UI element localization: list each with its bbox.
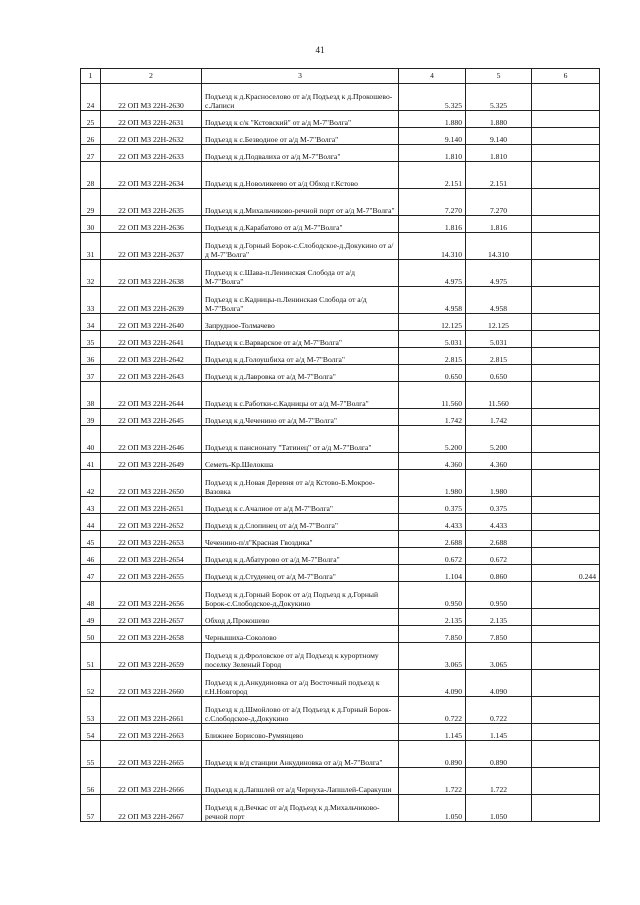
length-total: 0.722 xyxy=(399,697,466,724)
row-number: 49 xyxy=(81,609,101,626)
length-col5: 12.125 xyxy=(466,314,532,331)
road-code: 22 ОП МЗ 22Н-2640 xyxy=(101,314,202,331)
length-col5: 7.270 xyxy=(466,189,532,216)
length-col6 xyxy=(532,795,600,822)
length-col5: 4.975 xyxy=(466,260,532,287)
row-number: 48 xyxy=(81,582,101,609)
length-col5: 2.688 xyxy=(466,531,532,548)
length-col5: 5.031 xyxy=(466,331,532,348)
road-name: Подъезд к с.Кадницы-п.Ленинская Слобода от а/д М-7"Волга" xyxy=(202,287,399,314)
table-row xyxy=(81,795,600,822)
table-row xyxy=(81,382,600,409)
length-col6 xyxy=(532,216,600,233)
road-name: Запрудное-Толмачево xyxy=(202,314,399,331)
length-col5: 5.200 xyxy=(466,426,532,453)
road-code: 22 ОП МЗ 22Н-2649 xyxy=(101,453,202,470)
road-code: 22 ОП МЗ 22Н-2634 xyxy=(101,162,202,189)
table-row xyxy=(81,128,600,145)
length-total: 4.360 xyxy=(399,453,466,470)
row-number: 25 xyxy=(81,111,101,128)
length-col5: 9.140 xyxy=(466,128,532,145)
length-col6 xyxy=(532,314,600,331)
table-row xyxy=(81,409,600,426)
road-name: Подъезд к в/д станции Анкудиновка от а/д М-7"Волга" xyxy=(202,741,399,768)
length-total: 2.688 xyxy=(399,531,466,548)
length-col6 xyxy=(532,189,600,216)
length-total: 12.125 xyxy=(399,314,466,331)
road-name: Подъезд к д.Новая Деревня от а/д Кстово-Б.Мокрое-Вазовка xyxy=(202,470,399,497)
road-code: 22 ОП МЗ 22Н-2643 xyxy=(101,365,202,382)
row-number: 24 xyxy=(81,84,101,111)
length-total: 14.310 xyxy=(399,233,466,260)
length-col6 xyxy=(532,626,600,643)
length-col5: 0.890 xyxy=(466,741,532,768)
table-row xyxy=(81,111,600,128)
length-total: 2.151 xyxy=(399,162,466,189)
road-name: Подъезд к д.Слопинец от а/д М-7"Волга" xyxy=(202,514,399,531)
road-name: Подъезд к д.Чеченино от а/д М-7"Волга" xyxy=(202,409,399,426)
table-row xyxy=(81,548,600,565)
roads-table xyxy=(80,68,600,822)
road-code: 22 ОП МЗ 22Н-2637 xyxy=(101,233,202,260)
road-code: 22 ОП МЗ 22Н-2641 xyxy=(101,331,202,348)
table-row xyxy=(81,426,600,453)
length-col5: 4.433 xyxy=(466,514,532,531)
length-col6 xyxy=(532,609,600,626)
road-code: 22 ОП МЗ 22Н-2653 xyxy=(101,531,202,548)
length-total: 1.980 xyxy=(399,470,466,497)
length-col6 xyxy=(532,128,600,145)
column-header: 3 xyxy=(202,69,399,84)
length-col6 xyxy=(532,741,600,768)
length-col5: 7.850 xyxy=(466,626,532,643)
road-name: Семеть-Кр.Шелокша xyxy=(202,453,399,470)
length-col5: 1.816 xyxy=(466,216,532,233)
table-row xyxy=(81,470,600,497)
row-number: 55 xyxy=(81,741,101,768)
table-row xyxy=(81,287,600,314)
length-col5: 1.742 xyxy=(466,409,532,426)
length-total: 9.140 xyxy=(399,128,466,145)
length-total: 2.135 xyxy=(399,609,466,626)
road-code: 22 ОП МЗ 22Н-2656 xyxy=(101,582,202,609)
row-number: 30 xyxy=(81,216,101,233)
page-number: 41 xyxy=(315,45,325,55)
road-name: Обход д.Прокошево xyxy=(202,609,399,626)
length-col6 xyxy=(532,670,600,697)
length-total: 0.650 xyxy=(399,365,466,382)
length-col6 xyxy=(532,643,600,670)
length-total: 4.958 xyxy=(399,287,466,314)
table-row xyxy=(81,331,600,348)
length-total: 1.880 xyxy=(399,111,466,128)
road-name: Подъезд к с.Ачалиое от а/д М-7"Волга" xyxy=(202,497,399,514)
road-code: 22 ОП МЗ 22Н-2630 xyxy=(101,84,202,111)
road-name: Подъезд к д.Горный Борок от а/д Подъезд к д.Горный Борок-с.Слободское-д.Докукино xyxy=(202,582,399,609)
road-name: Подъезд к д.Новоликеево от а/д Обход г.Кстово xyxy=(202,162,399,189)
row-number: 32 xyxy=(81,260,101,287)
table-row xyxy=(81,741,600,768)
length-total: 1.722 xyxy=(399,768,466,795)
length-col5: 1.145 xyxy=(466,724,532,741)
length-total: 4.433 xyxy=(399,514,466,531)
length-col5: 0.375 xyxy=(466,497,532,514)
road-name: Подъезд к с.Работки-с.Кадницы от а/д М-7"Волга" xyxy=(202,382,399,409)
table-row xyxy=(81,643,600,670)
table-row xyxy=(81,531,600,548)
length-col6 xyxy=(532,162,600,189)
road-code: 22 ОП МЗ 22Н-2650 xyxy=(101,470,202,497)
length-col6 xyxy=(532,145,600,162)
road-code: 22 ОП МЗ 22Н-2632 xyxy=(101,128,202,145)
road-code: 22 ОП МЗ 22Н-2633 xyxy=(101,145,202,162)
table-header-row xyxy=(81,69,600,84)
table-row xyxy=(81,609,600,626)
road-name: Подъезд к с.Варварское от а/д М-7"Волга" xyxy=(202,331,399,348)
road-name: Подъезд к д.Шмойлово от а/д Подъезд к д.Горный Борок-с.Слободское-д.Докукино xyxy=(202,697,399,724)
table-row xyxy=(81,768,600,795)
row-number: 29 xyxy=(81,189,101,216)
road-code: 22 ОП МЗ 22Н-2636 xyxy=(101,216,202,233)
road-code: 22 ОП МЗ 22Н-2652 xyxy=(101,514,202,531)
row-number: 46 xyxy=(81,548,101,565)
table-row xyxy=(81,216,600,233)
row-number: 28 xyxy=(81,162,101,189)
table-row xyxy=(81,260,600,287)
length-col6 xyxy=(532,348,600,365)
road-code: 22 ОП МЗ 22Н-2658 xyxy=(101,626,202,643)
length-col5: 1.980 xyxy=(466,470,532,497)
table-row xyxy=(81,365,600,382)
length-col6 xyxy=(532,426,600,453)
road-code: 22 ОП МЗ 22Н-2635 xyxy=(101,189,202,216)
length-col5: 0.722 xyxy=(466,697,532,724)
row-number: 42 xyxy=(81,470,101,497)
row-number: 41 xyxy=(81,453,101,470)
length-col5: 11.560 xyxy=(466,382,532,409)
row-number: 47 xyxy=(81,565,101,582)
row-number: 44 xyxy=(81,514,101,531)
length-total: 5.200 xyxy=(399,426,466,453)
length-total: 1.050 xyxy=(399,795,466,822)
table-row xyxy=(81,162,600,189)
length-col6 xyxy=(532,331,600,348)
length-total: 1.816 xyxy=(399,216,466,233)
length-col6 xyxy=(532,233,600,260)
table-row xyxy=(81,565,600,582)
road-code: 22 ОП МЗ 22Н-2642 xyxy=(101,348,202,365)
row-number: 38 xyxy=(81,382,101,409)
road-code: 22 ОП МЗ 22Н-2639 xyxy=(101,287,202,314)
road-code: 22 ОП МЗ 22Н-2659 xyxy=(101,643,202,670)
road-code: 22 ОП МЗ 22Н-2645 xyxy=(101,409,202,426)
table-row xyxy=(81,497,600,514)
road-code: 22 ОП МЗ 22Н-2651 xyxy=(101,497,202,514)
table-row xyxy=(81,670,600,697)
row-number: 27 xyxy=(81,145,101,162)
road-name: Подъезд к д.Горный Борок-с.Слободское-д.Докукино от а/д М-7"Волга" xyxy=(202,233,399,260)
length-total: 2.815 xyxy=(399,348,466,365)
length-col5: 1.722 xyxy=(466,768,532,795)
table-row xyxy=(81,84,600,111)
road-name: Подъезд к д.Подвалиха от а/д М-7"Волга" xyxy=(202,145,399,162)
table-row xyxy=(81,697,600,724)
road-name: Подъезд к д.Студенец от а/д М-7"Волга" xyxy=(202,565,399,582)
length-col5: 3.065 xyxy=(466,643,532,670)
road-code: 22 ОП МЗ 22Н-2666 xyxy=(101,768,202,795)
column-header: 2 xyxy=(101,69,202,84)
length-total: 1.742 xyxy=(399,409,466,426)
road-code: 22 ОП МЗ 22Н-2654 xyxy=(101,548,202,565)
length-col5: 0.650 xyxy=(466,365,532,382)
length-total: 5.031 xyxy=(399,331,466,348)
road-code: 22 ОП МЗ 22Н-2657 xyxy=(101,609,202,626)
length-col6 xyxy=(532,768,600,795)
length-col5: 1.810 xyxy=(466,145,532,162)
length-total: 4.975 xyxy=(399,260,466,287)
row-number: 57 xyxy=(81,795,101,822)
length-col6 xyxy=(532,382,600,409)
road-name: Подъезд к пансионату "Татинец" от а/д М-7"Волга" xyxy=(202,426,399,453)
road-name: Подъезд к д.Анкудиновка от а/д Восточный подъезд к г.Н.Новгород xyxy=(202,670,399,697)
length-col5: 2.151 xyxy=(466,162,532,189)
road-name: Подъезд к д.Красноселово от а/д Подъезд к д.Прокошево-с.Лаписи xyxy=(202,84,399,111)
length-col6 xyxy=(532,497,600,514)
road-code: 22 ОП МЗ 22Н-2665 xyxy=(101,741,202,768)
table-row xyxy=(81,582,600,609)
length-col5: 2.135 xyxy=(466,609,532,626)
length-col6 xyxy=(532,470,600,497)
length-col6 xyxy=(532,453,600,470)
row-number: 56 xyxy=(81,768,101,795)
row-number: 36 xyxy=(81,348,101,365)
row-number: 43 xyxy=(81,497,101,514)
length-col5: 4.958 xyxy=(466,287,532,314)
road-code: 22 ОП МЗ 22Н-2660 xyxy=(101,670,202,697)
length-col5: 0.860 xyxy=(466,565,532,582)
road-code: 22 ОП МЗ 22Н-2655 xyxy=(101,565,202,582)
row-number: 50 xyxy=(81,626,101,643)
length-col6 xyxy=(532,514,600,531)
road-name: Подъезд к д.Абатурово от а/д М-7"Волга" xyxy=(202,548,399,565)
road-name: Подъезд к д.Фроловское от а/д Подъезд к курортному поселку Зеленый Город xyxy=(202,643,399,670)
row-number: 31 xyxy=(81,233,101,260)
length-total: 0.672 xyxy=(399,548,466,565)
road-name: Подъезд к с.Безводное от а/д М-7"Волга" xyxy=(202,128,399,145)
length-col6 xyxy=(532,84,600,111)
table-row xyxy=(81,189,600,216)
length-col5: 2.815 xyxy=(466,348,532,365)
length-col5: 1.050 xyxy=(466,795,532,822)
length-col6 xyxy=(532,409,600,426)
length-total: 5.325 xyxy=(399,84,466,111)
length-total: 7.850 xyxy=(399,626,466,643)
length-col6 xyxy=(532,697,600,724)
table-row xyxy=(81,453,600,470)
row-number: 53 xyxy=(81,697,101,724)
length-total: 3.065 xyxy=(399,643,466,670)
row-number: 37 xyxy=(81,365,101,382)
road-name: Подъезд к д.Михальчиково-речной порт от а/д М-7"Волга" xyxy=(202,189,399,216)
table-row xyxy=(81,314,600,331)
column-header: 1 xyxy=(81,69,101,84)
column-header: 6 xyxy=(532,69,600,84)
column-header: 5 xyxy=(466,69,532,84)
length-col6 xyxy=(532,111,600,128)
row-number: 35 xyxy=(81,331,101,348)
length-col6 xyxy=(532,531,600,548)
length-total: 1.104 xyxy=(399,565,466,582)
road-code: 22 ОП МЗ 22Н-2667 xyxy=(101,795,202,822)
row-number: 40 xyxy=(81,426,101,453)
row-number: 39 xyxy=(81,409,101,426)
table-row xyxy=(81,348,600,365)
row-number: 54 xyxy=(81,724,101,741)
table-row xyxy=(81,626,600,643)
table-row xyxy=(81,233,600,260)
road-name: Чернышиха-Соколово xyxy=(202,626,399,643)
road-name: Подъезд к д.Лавровка от а/д М-7"Волга" xyxy=(202,365,399,382)
length-total: 11.560 xyxy=(399,382,466,409)
row-number: 45 xyxy=(81,531,101,548)
road-code: 22 ОП МЗ 22Н-2663 xyxy=(101,724,202,741)
length-col5: 0.950 xyxy=(466,582,532,609)
length-col6 xyxy=(532,287,600,314)
road-code: 22 ОП МЗ 22Н-2631 xyxy=(101,111,202,128)
length-col5: 1.880 xyxy=(466,111,532,128)
length-total: 0.950 xyxy=(399,582,466,609)
length-total: 7.270 xyxy=(399,189,466,216)
row-number: 34 xyxy=(81,314,101,331)
length-col5: 5.325 xyxy=(466,84,532,111)
row-number: 52 xyxy=(81,670,101,697)
table-row xyxy=(81,145,600,162)
road-code: 22 ОП МЗ 22Н-2644 xyxy=(101,382,202,409)
road-code: 22 ОП МЗ 22Н-2646 xyxy=(101,426,202,453)
table-body xyxy=(81,84,600,822)
road-code: 22 ОП МЗ 22Н-2661 xyxy=(101,697,202,724)
length-total: 0.375 xyxy=(399,497,466,514)
column-header: 4 xyxy=(399,69,466,84)
length-total: 4.090 xyxy=(399,670,466,697)
road-name: Подъезд к с/к "Кстовский" от а/д М-7"Волга" xyxy=(202,111,399,128)
row-number: 33 xyxy=(81,287,101,314)
length-col5: 4.360 xyxy=(466,453,532,470)
table-row xyxy=(81,724,600,741)
row-number: 26 xyxy=(81,128,101,145)
length-total: 0.890 xyxy=(399,741,466,768)
road-name: Чеченино-п/л"Красная Гвоздика" xyxy=(202,531,399,548)
length-col6 xyxy=(532,582,600,609)
length-col6 xyxy=(532,548,600,565)
road-name: Подъезд к д.Голоушбиха от а/д М-7"Волга" xyxy=(202,348,399,365)
length-col6 xyxy=(532,260,600,287)
length-col6 xyxy=(532,365,600,382)
length-col6 xyxy=(532,724,600,741)
road-name: Подъезд к с.Шава-п.Ленинская Слобода от а/д М-7"Волга" xyxy=(202,260,399,287)
table-row xyxy=(81,514,600,531)
road-code: 22 ОП МЗ 22Н-2638 xyxy=(101,260,202,287)
road-name: Подъезд к д.Лапшлей от а/д Чернуха-Лапшлей-Саракуши xyxy=(202,768,399,795)
length-total: 1.810 xyxy=(399,145,466,162)
length-col5: 4.090 xyxy=(466,670,532,697)
road-name: Ближнее Борисово-Румянцево xyxy=(202,724,399,741)
length-col5: 0.672 xyxy=(466,548,532,565)
road-name: Подъезд к д.Вечкас от а/д Подъезд к д.Михальчиково-речной порт xyxy=(202,795,399,822)
length-col5: 14.310 xyxy=(466,233,532,260)
length-total: 1.145 xyxy=(399,724,466,741)
road-name: Подъезд к д.Карабатово от а/д М-7"Волга" xyxy=(202,216,399,233)
row-number: 51 xyxy=(81,643,101,670)
length-col6: 0.244 xyxy=(532,565,600,582)
